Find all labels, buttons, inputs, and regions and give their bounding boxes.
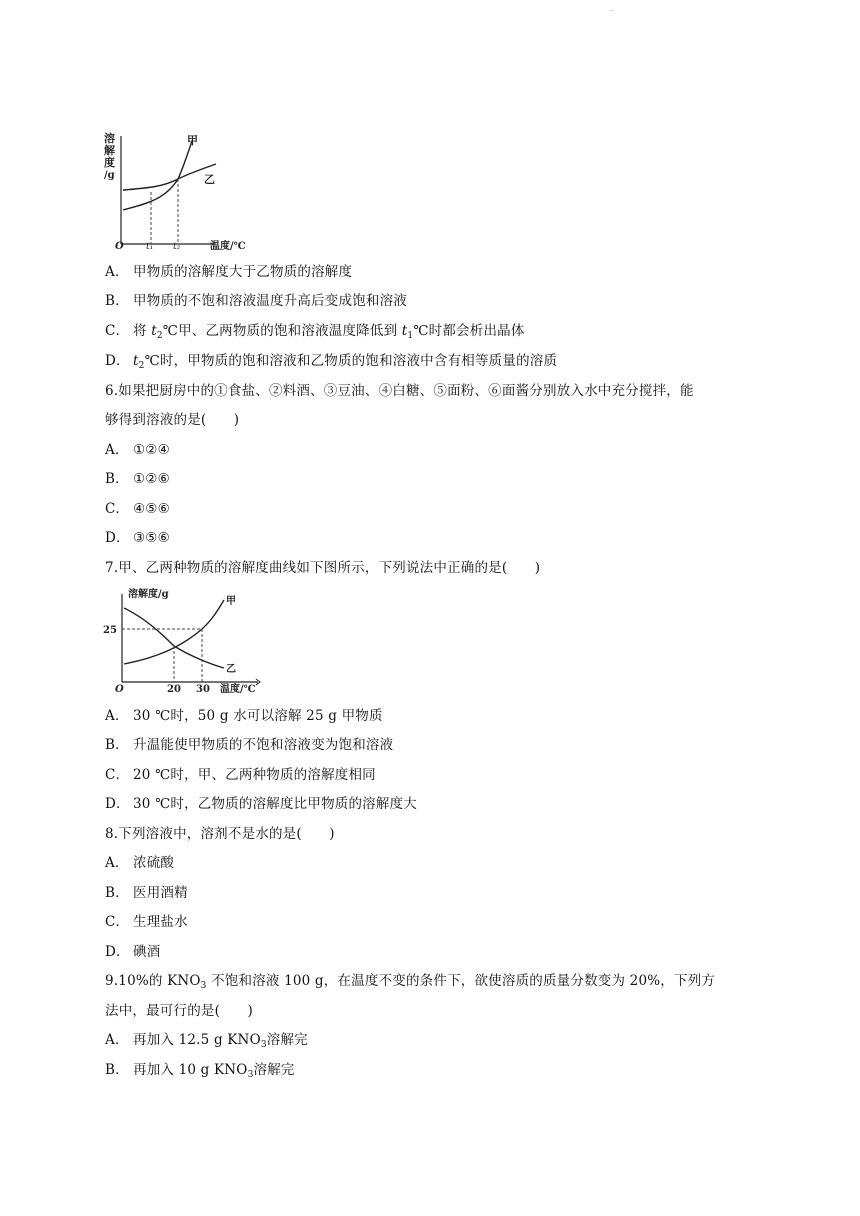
- solubility-chart-1: [100, 128, 260, 252]
- origin-label: O: [115, 684, 124, 695]
- ylabel-char-3: 度: [104, 156, 115, 169]
- label-jia: 甲: [226, 596, 236, 607]
- q6-option-a[interactable]: A． ①②④: [105, 442, 170, 458]
- q8-option-a[interactable]: A． 浓硫酸: [105, 855, 175, 871]
- solubility-chart-2: [100, 584, 265, 696]
- q7-stem: 7.甲、乙两种物质的溶解度曲线如下图所示，下列说法中正确的是( ): [105, 560, 541, 576]
- t2-label: t₂: [173, 242, 181, 252]
- label-jia: 甲: [187, 134, 198, 147]
- q5-option-c[interactable]: C． 将 $t_2℃$甲、乙两物质的饱和溶液温度降低到 $t_1℃$时都会析出晶体: [105, 323, 525, 341]
- q5-option-b[interactable]: B． 甲物质的不饱和溶液温度升高后变成饱和溶液: [105, 293, 407, 309]
- q9-option-a[interactable]: A． 再加入 12.5 g $KNO_3$溶解完: [105, 1032, 308, 1050]
- y-tick-25: 25: [103, 625, 117, 636]
- q7-option-d[interactable]: D． 30 ℃时，乙物质的溶解度比甲物质的溶解度大: [105, 796, 417, 812]
- q9-stem-line2: 法中，最可行的是( ): [105, 1003, 253, 1019]
- q5-option-d[interactable]: D． $t_2℃$时，甲物质的饱和溶液和乙物质的饱和溶液中含有相等质量的溶质: [105, 353, 558, 371]
- q7-option-c[interactable]: C． 20 ℃时，甲、乙两种物质的溶解度相同: [105, 767, 376, 783]
- header-mark: .: [610, 4, 613, 13]
- solubility-figure-2: [100, 584, 265, 696]
- x-tick-30: 30: [196, 684, 210, 695]
- q9-option-b[interactable]: B． 再加入 10 g $KNO_3$溶解完: [105, 1062, 295, 1080]
- q6-option-c[interactable]: C． ④⑤⑥: [105, 501, 170, 517]
- q7-option-b[interactable]: B． 升温能使甲物质的不饱和溶液变为饱和溶液: [105, 737, 394, 753]
- solubility-figure-1: [100, 128, 260, 252]
- ylabel: 溶解度/g: [128, 589, 169, 600]
- curve-jia: [124, 600, 224, 664]
- q8-option-c[interactable]: C． 生理盐水: [105, 914, 188, 930]
- q6-option-b[interactable]: B． ①②⑥: [105, 471, 170, 487]
- ylabel-char-4: /g: [104, 170, 115, 181]
- label-yi: 乙: [226, 664, 236, 675]
- curve-yi: [123, 164, 216, 190]
- curve-jia: [123, 141, 192, 210]
- q8-option-d[interactable]: D． 碘酒: [105, 944, 161, 960]
- q8-option-b[interactable]: B． 医用酒精: [105, 885, 188, 901]
- q7-option-a[interactable]: A． 30 ℃时，50 g 水可以溶解 25 g 甲物质: [105, 708, 383, 724]
- xlabel: 温度/℃: [210, 241, 246, 252]
- t1-label: t₁: [146, 242, 154, 252]
- ylabel-char-2: 解: [104, 144, 115, 157]
- q9-stem-line1: 9.10%的 $KNO_3$ 不饱和溶液 100 g，在温度不变的条件下，欲使溶质的质量分数变为 20%，下列方: [105, 973, 716, 991]
- q6-option-d[interactable]: D． ③⑤⑥: [105, 530, 170, 546]
- q6-stem-line1: 6.如果把厨房中的①食盐、②料酒、③豆油、④白糖、⑤面粉、⑥面酱分别放入水中充分搅拌，能: [105, 383, 694, 399]
- q5-option-a[interactable]: A． 甲物质的溶解度大于乙物质的溶解度: [105, 264, 353, 280]
- x-tick-20: 20: [167, 684, 181, 695]
- q8-stem: 8.下列溶液中，溶剂不是水的是( ): [105, 826, 335, 842]
- label-yi: 乙: [204, 173, 215, 186]
- origin-label: O: [115, 241, 124, 252]
- ylabel-char-1: 溶: [104, 132, 115, 145]
- xlabel: 温度/℃: [220, 684, 256, 695]
- q6-stem-line2: 够得到溶液的是( ): [105, 412, 240, 428]
